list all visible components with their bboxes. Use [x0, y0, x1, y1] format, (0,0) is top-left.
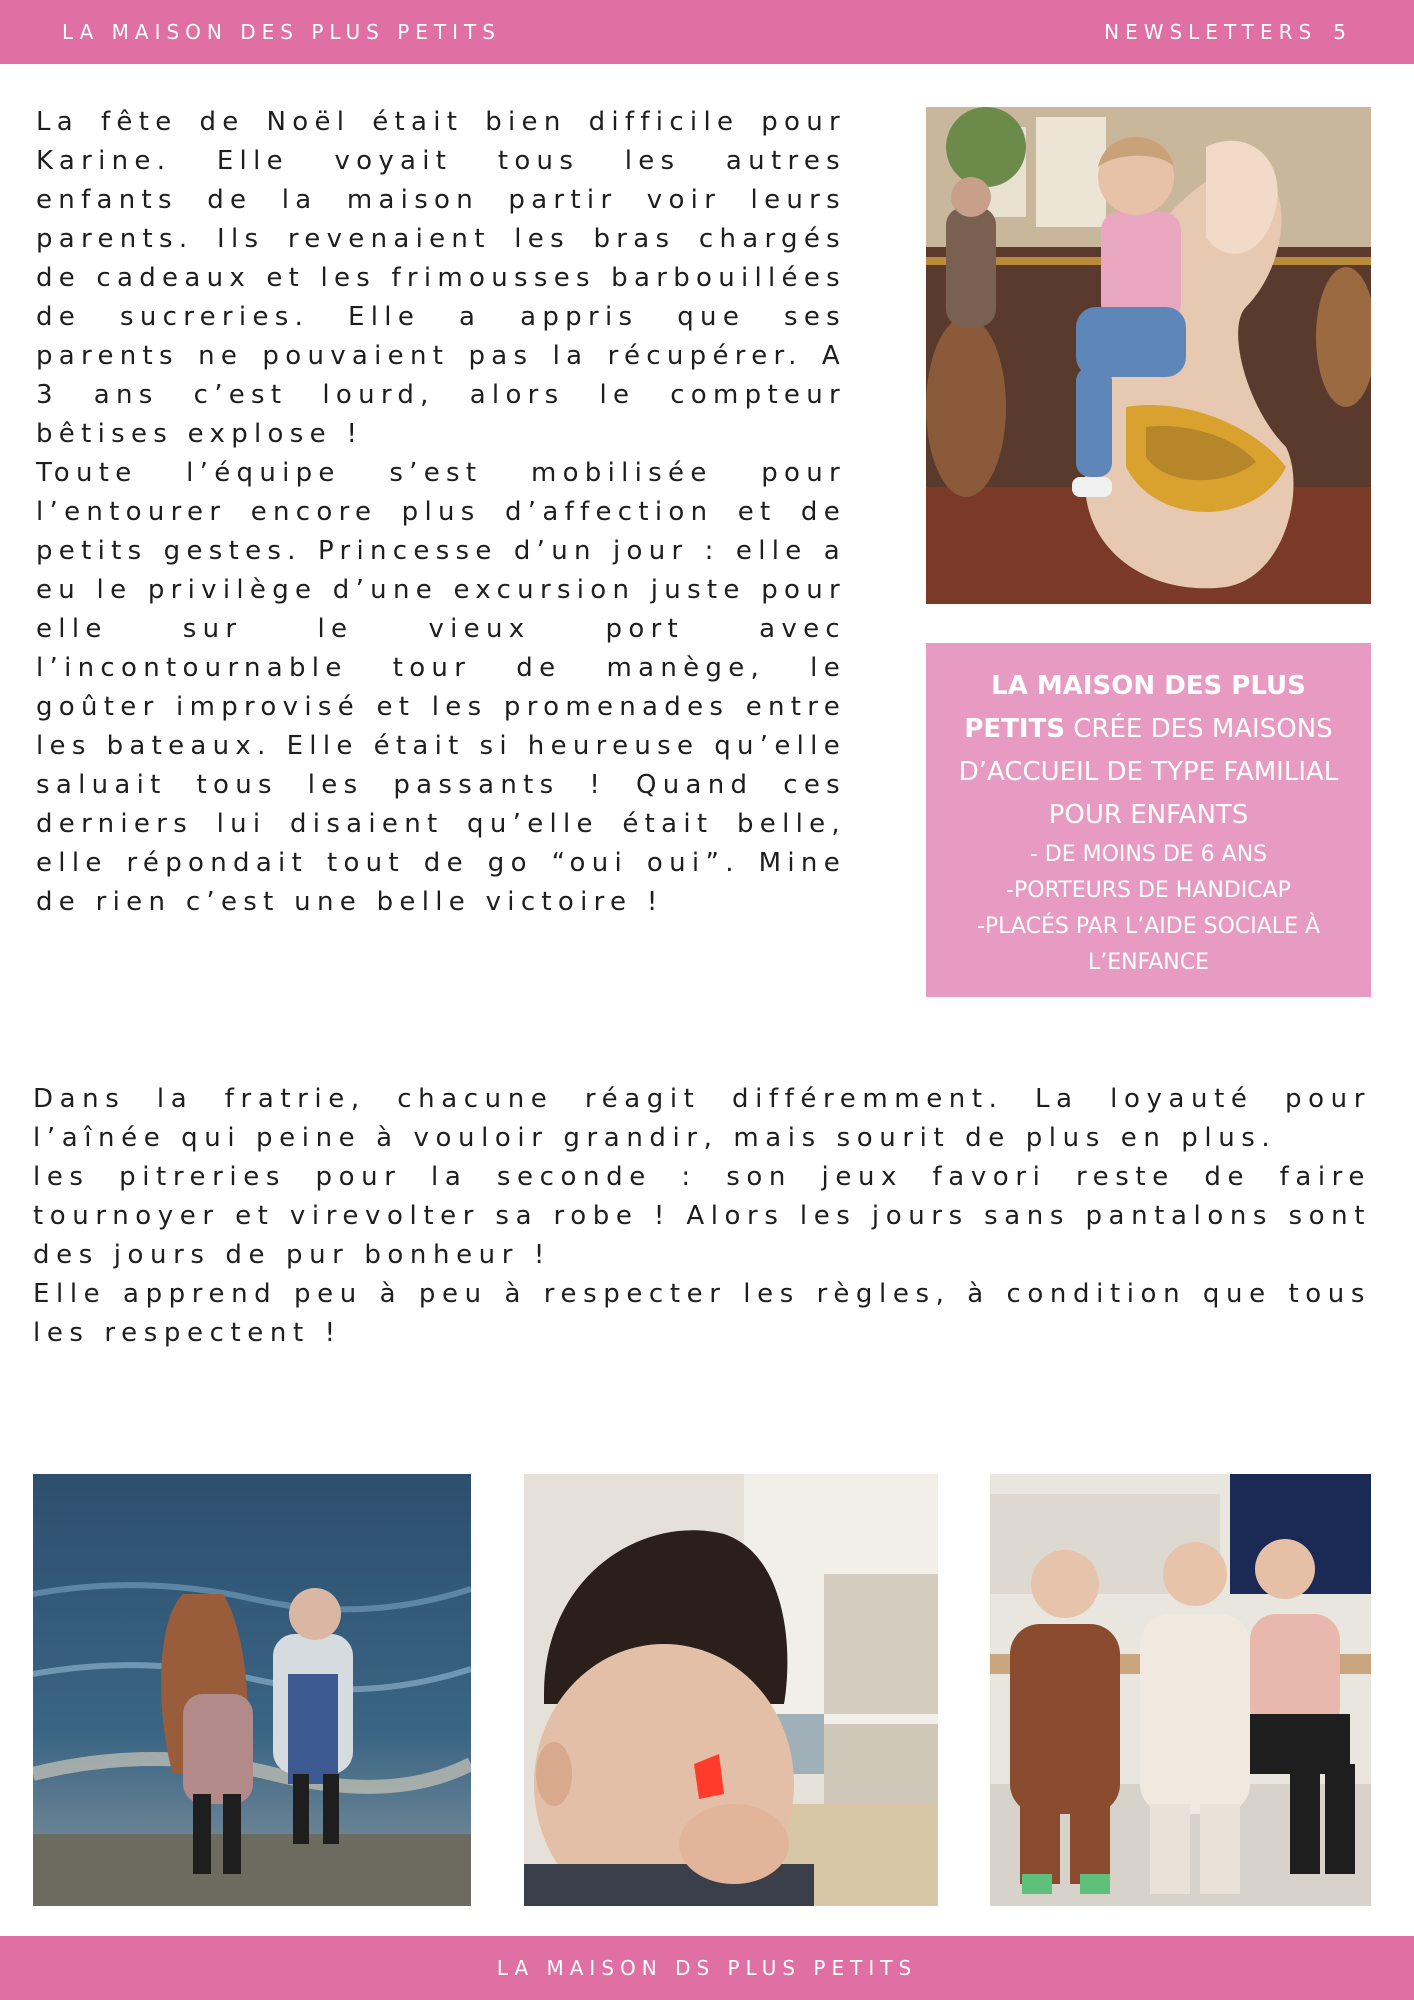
- story-top: [36, 103, 846, 922]
- callout-item-social-aid: -PLACÉS PAR L’AIDE SOCIALE À L’ENFANCE: [976, 914, 1321, 975]
- callout-organization: LA MAISON DES PLUS PETITS: [964, 671, 1306, 744]
- story-bottom: [33, 1080, 1371, 1353]
- page-number: 5: [1333, 20, 1352, 44]
- callout-headline: [942, 665, 1355, 837]
- page-footer: [0, 1936, 1414, 2000]
- footer-organization: LA MAISON DS PLUS PETITS: [496, 1956, 918, 1980]
- kids-kitchen-photo: [990, 1474, 1371, 1906]
- page-header: [0, 0, 1414, 64]
- story-bottom-paragraph-2: les pitreries pour la seconde : son jeux favori reste de faire tournoyer et virevolter sa robe ! Alors les jours sans pantalons sont des jours de pur bonheur !: [33, 1162, 1371, 1270]
- story-top-paragraph-1: La fête de Noël était bien difficile pour Karine. Elle voyait tous les autres enfants de la maison partir voir leurs parents. Ils revenaient les bras chargés de cadeaux et les frimousses barbouillées de sucreries. Elle a appris que ses parents ne pouvaient pas la récupérer. A 3 ans c’est lourd, alors le compteur bêtises explose !: [36, 107, 846, 449]
- carousel-photo: [926, 107, 1371, 604]
- callout-item-age: - DE MOINS DE 6 ANS: [1029, 842, 1268, 867]
- story-top-paragraph-2: Toute l’équipe s’est mobilisée pour l’entourer encore plus d’affection et de petits gestes. Princesse d’un jour : elle a eu le privilège d’une excursion juste pour elle sur le vieux port avec l’incontournable tour de manège, le goûter improvisé et les promenades entre les bateaux. Elle était si heureuse qu’elle saluait tous les passants ! Quand ces derniers lui disaient qu’elle était belle, elle répondait tout de go “oui oui”. Mine de rien c’est une belle victoire !: [36, 458, 846, 917]
- callout-item-handicap: -PORTEURS DE HANDICAP: [1006, 878, 1291, 903]
- story-bottom-paragraph-3: Elle apprend peu à peu à respecter les règles, à condition que tous les respectent !: [33, 1279, 1371, 1348]
- header-section-label: NEWSLETTERS: [1104, 20, 1318, 44]
- mission-callout: [926, 643, 1371, 997]
- beach-photo: [33, 1474, 471, 1906]
- story-bottom-paragraph-1: Dans la fratrie, chacune réagit différemment. La loyauté pour l’aînée qui peine à vouloir grandir, mais sourit de plus en plus.: [33, 1084, 1371, 1153]
- candy-photo: [524, 1474, 938, 1906]
- header-section: [1104, 20, 1352, 44]
- callout-mission: CRÉE DES MAISONS D’ACCUEIL DE TYPE FAMILIAL POUR ENFANTS: [958, 714, 1339, 830]
- header-organization: LA MAISON DES PLUS PETITS: [62, 20, 501, 44]
